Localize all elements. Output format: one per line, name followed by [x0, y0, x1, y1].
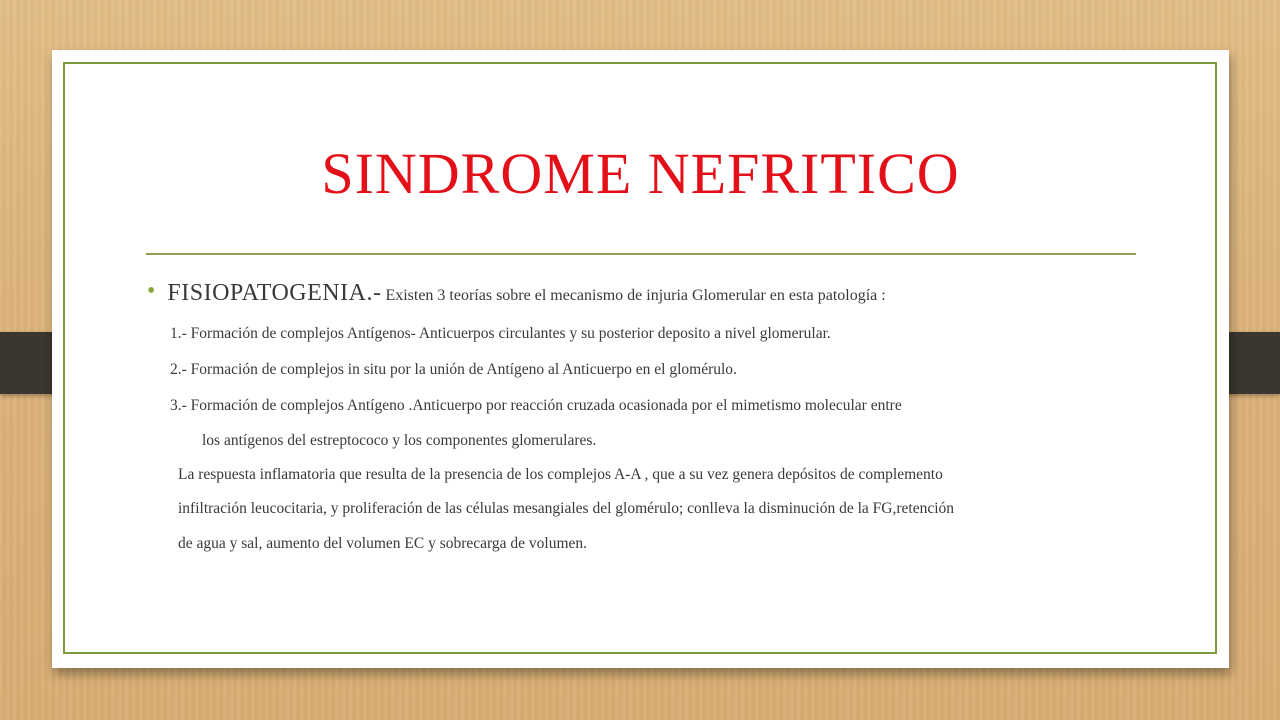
paragraph-line-2: infiltración leucocitaria, y proliferación de las células mesangiales del glomérulo; conlleva la disminución de la FG,retención — [178, 500, 955, 517]
bullet-intro: Existen 3 teorías sobre el mecanismo de injuria Glomerular en esta patología : — [385, 287, 886, 304]
theory-1-line: 1.- Formación de complejos Antígenos- Anticuerpos circulantes y su posterior deposito a nivel glomerular. — [170, 325, 831, 342]
bullet-dot-icon: • — [147, 278, 156, 304]
bullet-item — [147, 278, 886, 307]
paragraph-line-1: La respuesta inflamatoria que resulta de la presencia de los complejos A-A , que a su vez genera depósitos de complemento — [178, 466, 943, 483]
theory-2-line: 2.- Formación de complejos in situ por la unión de Antígeno al Anticuerpo en el glomérulo. — [170, 361, 737, 378]
slide-card — [52, 50, 1229, 668]
title-divider — [146, 253, 1136, 255]
slide-title: SINDROME NEFRITICO — [321, 141, 960, 206]
theory-3-line: 3.- Formación de complejos Antígeno .Anticuerpo por reacción cruzada ocasionada por el mimetismo molecular entre — [170, 397, 902, 414]
bullet-heading: FISIOPATOGENIA.- — [167, 280, 382, 306]
theory-3-continuation: los antígenos del estreptococo y los componentes glomerulares. — [202, 432, 597, 449]
paragraph-line-3: de agua y sal, aumento del volumen EC y sobrecarga de volumen. — [178, 535, 588, 552]
